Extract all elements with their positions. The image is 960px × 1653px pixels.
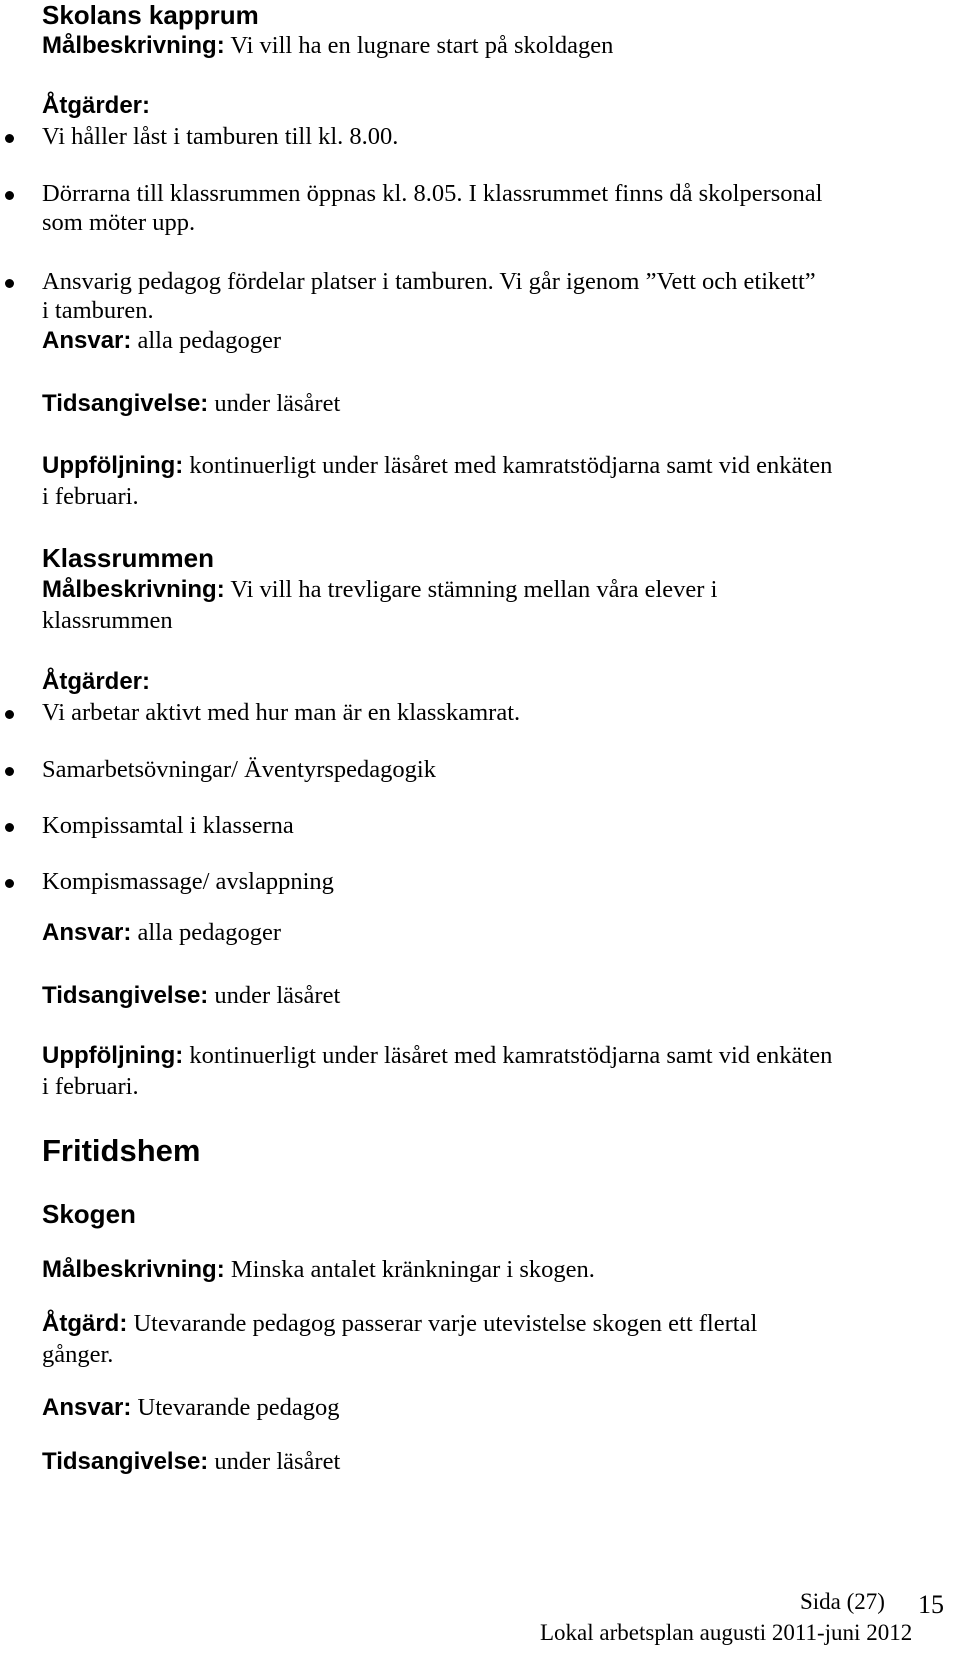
goal-text: Minska antalet kränkningar i skogen. <box>224 1256 595 1283</box>
action-line <box>42 1308 940 1340</box>
followup-label: Uppföljning: <box>42 452 184 479</box>
bullet-icon <box>5 767 14 776</box>
list-item-text: Kompissamtal i klasserna <box>42 812 294 839</box>
goal-label: Målbeskrivning: <box>42 576 225 603</box>
list-item <box>42 178 940 210</box>
responsibility-label: Ansvar: <box>42 327 132 354</box>
responsibility-line <box>42 1392 940 1424</box>
goal-line <box>42 1254 940 1286</box>
timeframe-label: Tidsangivelse: <box>42 1448 209 1475</box>
bullet-icon <box>5 710 14 719</box>
timeframe-text: under läsåret <box>208 1448 341 1475</box>
section-heading-fritidshem: Fritidshem <box>42 1133 201 1168</box>
goal-text: Vi vill ha en lugnare start på skoldagen <box>224 32 614 59</box>
list-item <box>42 266 940 298</box>
section-title-klassrummen: Klassrummen <box>42 543 214 573</box>
list-item-text: Ansvarig pedagog fördelar platser i tamburen. Vi går igenom ”Vett och etikett” <box>42 268 816 295</box>
goal-label: Målbeskrivning: <box>42 1256 225 1283</box>
action-text: Utevarande pedagog passerar varje utevistelse skogen ett flertal <box>127 1310 758 1337</box>
action-label: Åtgärd: <box>42 1310 128 1337</box>
timeframe-text: under läsåret <box>208 982 341 1009</box>
actions-heading <box>42 666 940 698</box>
responsibility-label: Ansvar: <box>42 919 132 946</box>
timeframe-label: Tidsangivelse: <box>42 982 209 1009</box>
timeframe-line <box>42 1446 940 1478</box>
bullet-icon <box>5 823 14 832</box>
goal-continuation: klassrummen <box>42 607 173 634</box>
followup-label: Uppföljning: <box>42 1042 184 1069</box>
responsibility-text: Utevarande pedagog <box>131 1394 340 1421</box>
timeframe-text: under läsåret <box>208 390 341 417</box>
footer-document-title: Lokal arbetsplan augusti 2011-juni 2012 <box>540 1620 913 1645</box>
list-item-text: Dörrarna till klassrummen öppnas kl. 8.05. I klassrummet finns då skolpersonal <box>42 180 823 207</box>
actions-heading <box>42 90 940 122</box>
timeframe-line <box>42 980 940 1012</box>
list-item <box>42 810 940 842</box>
goal-label: Målbeskrivning: <box>42 32 225 59</box>
list-item-text: Vi arbetar aktivt med hur man är en klasskamrat. <box>42 699 521 726</box>
list-item-continuation: i tamburen. <box>42 297 154 324</box>
goal-text: Vi vill ha trevligare stämning mellan våra elever i <box>224 576 718 603</box>
actions-label: Åtgärder: <box>42 668 151 695</box>
list-item-text: Samarbetsövningar/ Äventyrspedagogik <box>42 756 436 783</box>
subheading-skogen: Skogen <box>42 1199 136 1229</box>
bullet-icon <box>5 279 14 288</box>
timeframe-line <box>42 388 940 420</box>
footer-page-number: 15 <box>918 1590 944 1619</box>
list-item-text: Vi håller låst i tamburen till kl. 8.00. <box>42 123 399 150</box>
list-item <box>42 697 940 729</box>
action-continuation: gånger. <box>42 1341 114 1368</box>
list-item-text: Kompismassage/ avslappning <box>42 868 334 895</box>
responsibility-label: Ansvar: <box>42 1394 132 1421</box>
responsibility-text: alla pedagoger <box>131 919 282 946</box>
responsibility-line <box>42 917 940 949</box>
goal-line <box>42 30 940 62</box>
bullet-icon <box>5 191 14 200</box>
followup-text: kontinuerligt under läsåret med kamratstödjarna samt vid enkäten <box>183 452 833 479</box>
bullet-icon <box>5 879 14 888</box>
followup-text: kontinuerligt under läsåret med kamratstödjarna samt vid enkäten <box>183 1042 833 1069</box>
list-item-continuation: som möter upp. <box>42 209 196 236</box>
followup-line <box>42 1040 940 1072</box>
section-title-kapprum: Skolans kapprum <box>42 0 259 30</box>
bullet-icon <box>5 134 14 143</box>
followup-continuation: i februari. <box>42 483 139 510</box>
list-item <box>42 866 940 898</box>
timeframe-label: Tidsangivelse: <box>42 390 209 417</box>
goal-line <box>42 574 940 606</box>
list-item <box>42 121 940 153</box>
actions-label: Åtgärder: <box>42 92 151 119</box>
responsibility-text: alla pedagoger <box>131 327 282 354</box>
responsibility-line <box>42 325 940 357</box>
list-item <box>42 754 940 786</box>
followup-continuation: i februari. <box>42 1073 139 1100</box>
followup-line <box>42 450 940 482</box>
footer-page-label: Sida (27) <box>800 1589 885 1614</box>
